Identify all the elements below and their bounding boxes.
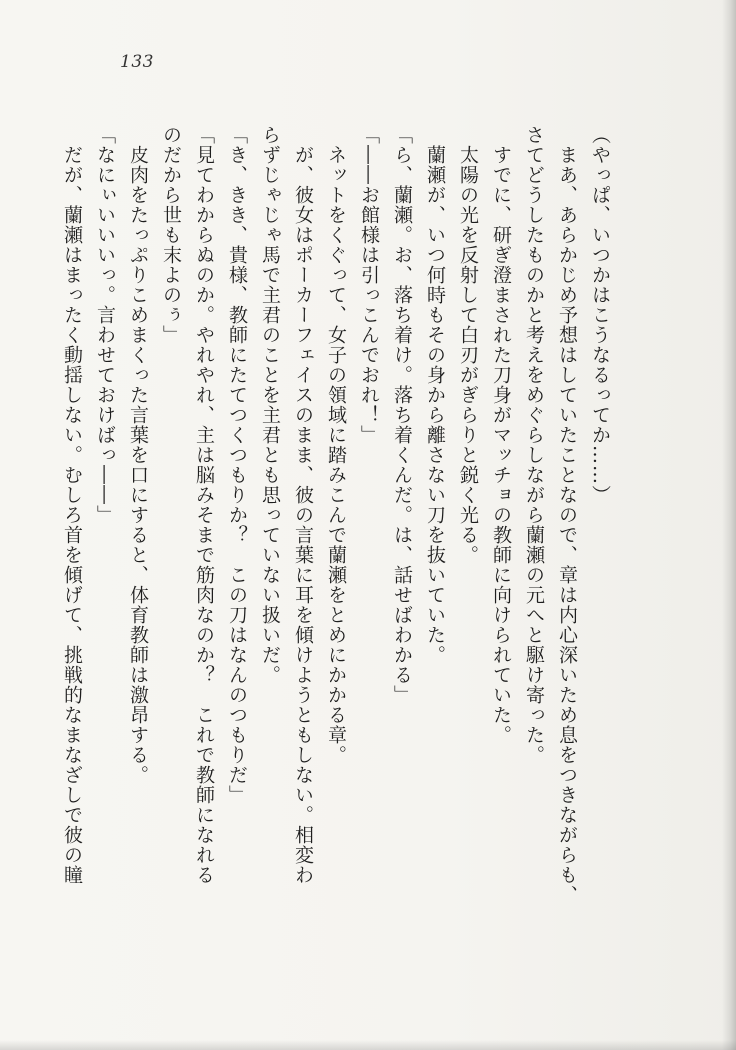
text-line: 皮肉をたっぷりこめまくった言葉を口にすると、体育教師は激昂する。	[127, 125, 149, 785]
text-line: だが、蘭瀬はまったく動揺しない。むしろ首を傾げて、挑戦的なまなざしで彼の瞳	[61, 125, 83, 885]
page-edge-shadow	[722, 0, 736, 1050]
text-line: すでに、研ぎ澄まされた刀身がマッチョの教師に向けられていた。	[490, 125, 512, 745]
text-line: 「き、きき、貴様、教師にたてつくつもりか？ この刀はなんのつもりだ」	[226, 125, 248, 805]
text-line: 太陽の光を反射して白刃がぎらりと鋭く光る。	[457, 125, 479, 565]
text-line: （やっぱ、いつかはこうなるってか……）	[589, 125, 611, 505]
vertical-text-body	[61, 125, 616, 985]
text-line: 「なにぃいいいっ。言わせておけばっ――」	[94, 125, 116, 525]
text-line: らずじゃじゃ馬で主君のことを主君とも思っていない扱いだ。	[259, 125, 281, 685]
text-line: 蘭瀬が、いつ何時もその身から離さない刀を抜いていた。	[424, 125, 446, 665]
text-line: 「ら、蘭瀬。お、落ち着け。落ち着くんだ。は、話せばわかる」	[391, 125, 413, 705]
text-line: が、彼女はポーカーフェイスのまま、彼の言葉に耳を傾けようともしない。相変わ	[292, 125, 314, 885]
page-number: 133	[120, 52, 154, 72]
page-bottom-shadow	[0, 1040, 736, 1050]
text-line: 「――お館様は引っこんでおれ！」	[358, 125, 380, 445]
text-line: さてどうしたものかと考えをめぐらしながら蘭瀬の元へと駆け寄った。	[523, 125, 545, 765]
text-line: のだから世も末よのぅ」	[160, 125, 182, 345]
text-line: 「見てわからぬのか。やれやれ、主は脳みそまで筋肉なのか？ これで教師になれる	[193, 125, 215, 885]
text-line: ネットをくぐって、女子の領域に踏みこんで蘭瀬をとめにかかる章。	[325, 125, 347, 765]
text-line: まあ、あらかじめ予想はしていたことなので、章は内心深いため息をつきながらも、	[556, 125, 578, 905]
